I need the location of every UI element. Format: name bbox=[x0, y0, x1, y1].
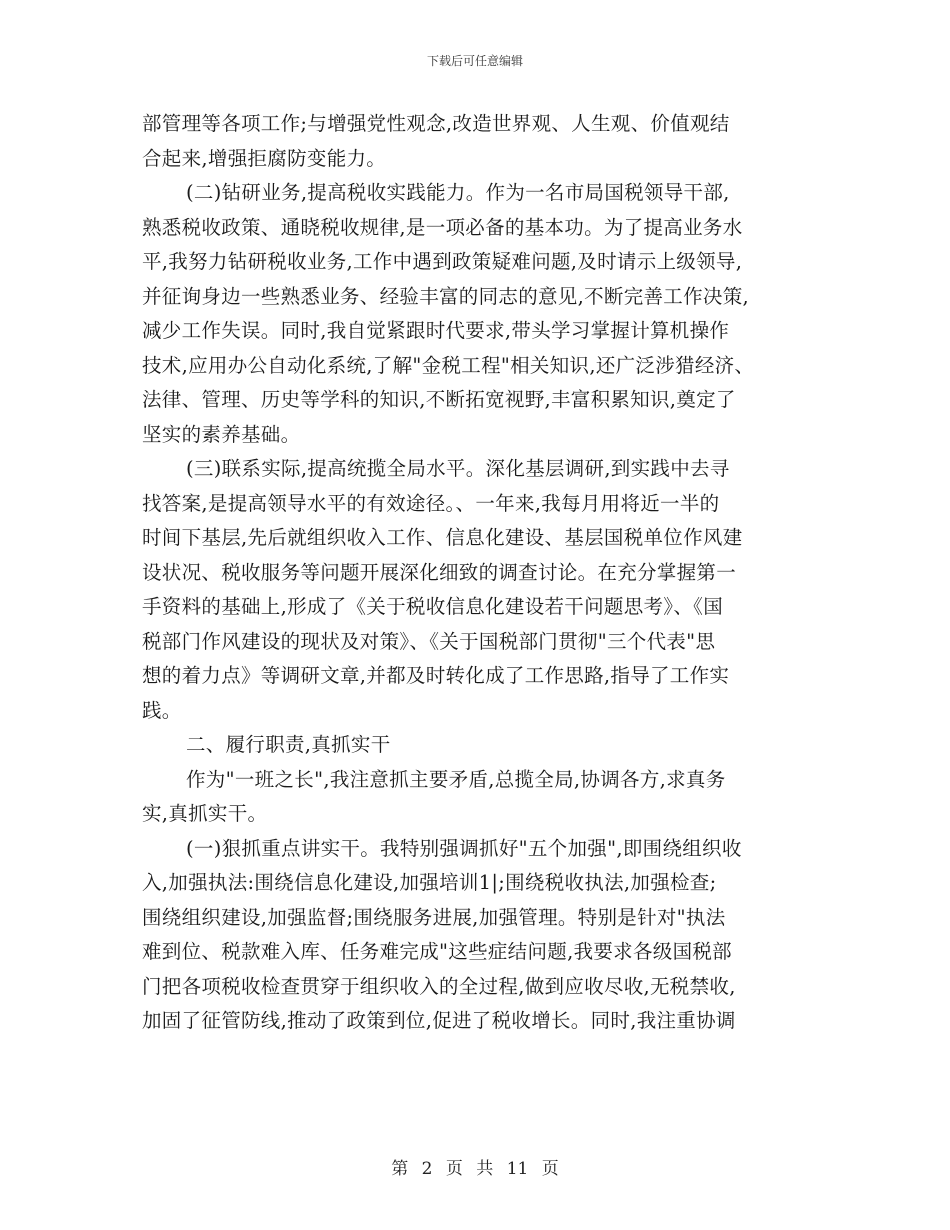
text-line: 践。 bbox=[142, 698, 182, 722]
text-line: 想的着力点》等调研文章,并都及时转化成了工作思路,指导了工作实 bbox=[142, 664, 730, 687]
text-line: 坚实的素养基础。 bbox=[142, 422, 301, 446]
text-line: 设状况、税收服务等问题开展深化细致的调查讨论。在充分掌握第一 bbox=[142, 560, 737, 584]
text-line: 技术,应用办公自动化系统,了解"金税工程"相关知识,还广泛涉猎经济、 bbox=[142, 353, 755, 377]
text-line: 法律、管理、历史等学科的知识,不断拓宽视野,丰富积累知识,奠定了 bbox=[142, 388, 736, 411]
text-line: (三)联系实际,提高统揽全局水平。深化基层调研,到实践中去寻 bbox=[186, 457, 730, 480]
text-line: (一)狠抓重点讲实干。我特别强调抓好"五个加强",即围绕组织收 bbox=[186, 836, 742, 860]
page-unit: 页 bbox=[445, 1159, 463, 1179]
text-line: 难到位、税款难入库、任务难完成"这些症结问题,我要求各级国税部 bbox=[142, 940, 732, 963]
text-line: 围绕组织建设,加强监督;围绕服务进展,加强管理。特别是针对"执法 bbox=[142, 905, 726, 929]
section-heading: 二、履行职责,真抓实干 bbox=[186, 733, 391, 756]
text-line: 手资料的基础上,形成了《关于税收信息化建设若干问题思考》、《国 bbox=[142, 595, 723, 618]
text-line: 部管理等各项工作;与增强党性观念,改造世界观、人生观、价值观结 bbox=[142, 112, 730, 135]
text-line: 熟悉税收政策、通晓税收规律,是一项必备的基本功。为了提高业务水 bbox=[142, 215, 743, 239]
text-line: 找答案,是提高领导水平的有效途径。、一年来,我每月用将近一半的 bbox=[142, 491, 720, 515]
page-number: 2 bbox=[421, 1159, 433, 1179]
page-header-note: 下载后可任意编辑 bbox=[426, 54, 523, 68]
total-pages: 11 bbox=[506, 1159, 529, 1179]
text-line: 加固了征管防线,推动了政策到位,促进了税收增长。同时,我注重协调 bbox=[142, 1009, 736, 1032]
text-line: 时间下基层,先后就组织收入工作、信息化建设、基层国税单位作风建 bbox=[142, 526, 743, 549]
text-line: 合起来,增强拒腐防变能力。 bbox=[142, 146, 387, 170]
text-line: 门把各项税收检查贯穿于组织收入的全过程,做到应收尽收,无税禁收, bbox=[142, 974, 736, 998]
text-line: 作为"一班之长",我注意抓主要矛盾,总揽全局,协调各方,求真务 bbox=[186, 767, 726, 791]
total-unit: 页 bbox=[541, 1159, 559, 1179]
text-line: 平,我努力钻研税收业务,工作中遇到政策疑难问题,及时请示上级领导, bbox=[142, 250, 743, 273]
total-label: 共 bbox=[476, 1159, 494, 1179]
document-body bbox=[142, 107, 814, 1039]
text-line: 实,真抓实干。 bbox=[142, 802, 268, 825]
text-line: 减少工作失误。同时,我自觉紧跟时代要求,带头学习掌握计算机操作 bbox=[142, 319, 730, 342]
text-line: 入,加强执法:围绕信息化建设,加强培训1|;围绕税收执法,加强检查; bbox=[142, 871, 717, 894]
text-line: (二)钻研业务,提高税收实践能力。作为一名市局国税领导干部, bbox=[186, 181, 730, 204]
page-footer bbox=[0, 1154, 950, 1179]
text-line: 税部门作风建设的现状及对策》、《关于国税部门贯彻"三个代表"思 bbox=[142, 629, 716, 653]
text-line: 并征询身边一些熟悉业务、经验丰富的同志的意见,不断完善工作决策, bbox=[142, 284, 749, 308]
page-label: 第 bbox=[391, 1159, 409, 1179]
